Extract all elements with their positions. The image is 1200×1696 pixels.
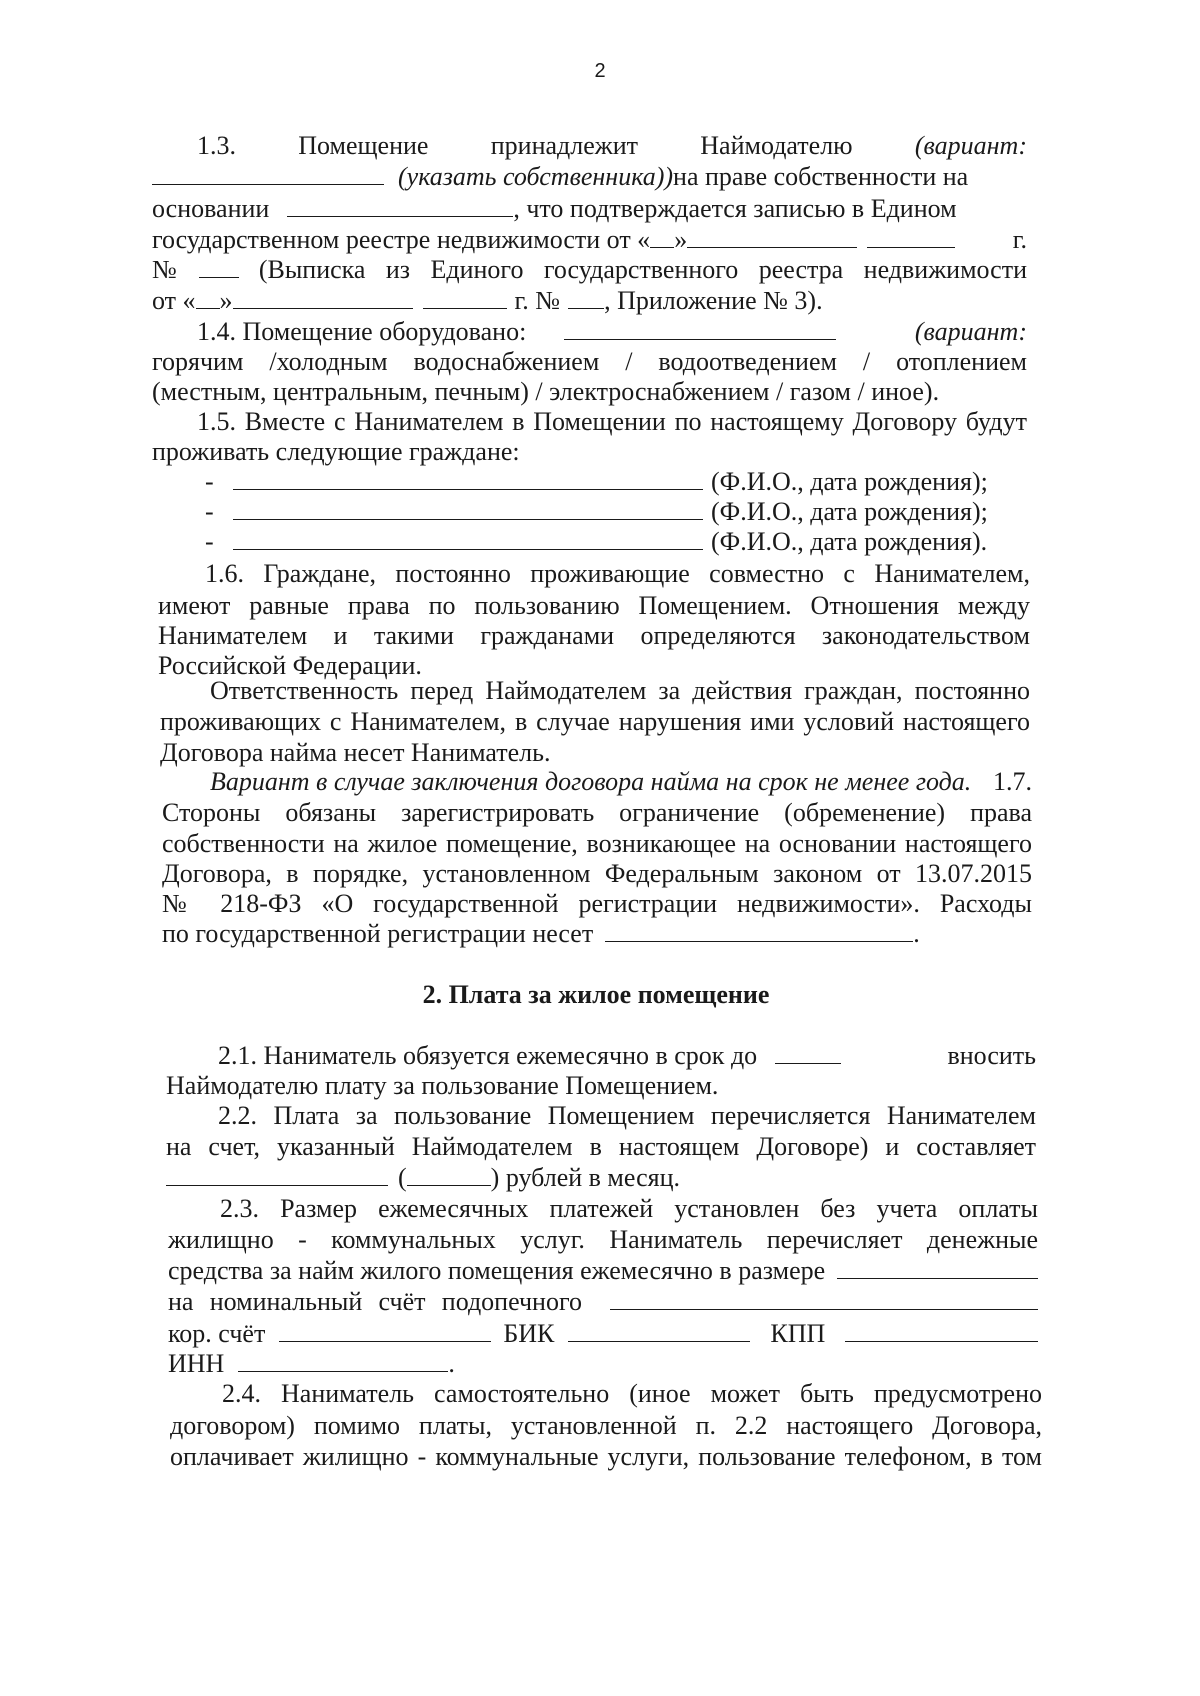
- number-blank: [568, 286, 604, 309]
- responsibility-line-2: проживающих с Нанимателем, в случае нарушения ими условий настоящего: [160, 707, 1030, 736]
- payer-blank: [605, 919, 913, 942]
- text: на праве собственности на: [673, 162, 969, 191]
- corr-account-blank: [279, 1319, 491, 1342]
- month-blank: [233, 286, 413, 309]
- clause-2-3-line-5: [168, 1318, 1038, 1350]
- text: №: [152, 255, 177, 284]
- text: »: [219, 286, 233, 315]
- text: средства за найм жилого помещения ежемесячно в размере: [168, 1256, 826, 1285]
- resident-blank: [233, 467, 703, 490]
- resident-line: [205, 496, 1005, 528]
- resident-line: [205, 526, 1005, 558]
- text: КПП: [770, 1319, 826, 1348]
- resident-hint: (Ф.И.О., дата рождения).: [711, 527, 988, 556]
- text: основании: [152, 194, 270, 223]
- day-blank: [196, 286, 220, 309]
- section-2-heading: 2. Плата за жилое помещение: [422, 980, 770, 1009]
- text: , что подтверждается записью в Едином: [513, 194, 957, 223]
- text: Помещение: [298, 131, 429, 160]
- clause-1-3-line-3: [152, 193, 1027, 225]
- clause-1-3-line-1: [197, 130, 1027, 162]
- resident-hint: (Ф.И.О., дата рождения);: [711, 497, 988, 526]
- clause-1-3-line-2: [152, 161, 1027, 193]
- text: (Выписка из Единого государственного реестра недвижимости: [258, 255, 1027, 284]
- clause-2-2-line-3: [166, 1162, 1036, 1194]
- text: на номинальный счёт подопечного: [168, 1287, 582, 1316]
- clause-1-5-line-1: 1.5. Вместе с Нанимателем в Помещении по настоящему Договору будут: [197, 407, 1027, 436]
- text: вносить: [947, 1041, 1036, 1070]
- text: по государственной регистрации несет: [162, 919, 594, 948]
- text: Наймодателю: [700, 131, 853, 160]
- text: , Приложение № 3).: [604, 286, 823, 315]
- clause-2-3-line-6: [168, 1348, 1038, 1380]
- owner-blank: [152, 162, 384, 185]
- clause-number: 1.7.: [986, 767, 1032, 796]
- number-blank: [199, 255, 239, 278]
- clause-2-3-line-4: [168, 1286, 1038, 1318]
- rent-amount-blank: [166, 1163, 388, 1186]
- clause-2-4-line-3: оплачивает жилищно - коммунальные услуги, пользование телефоном, в том: [170, 1442, 1042, 1471]
- text: принадлежит: [490, 131, 638, 160]
- clause-1-3-line-5: [152, 254, 1027, 286]
- year-blank: [423, 286, 507, 309]
- due-day-blank: [775, 1041, 841, 1064]
- clause-1-7-line-3: собственности на жилое помещение, возникающее на основании настоящего: [162, 829, 1032, 858]
- basis-blank: [287, 194, 513, 217]
- clause-1-6-line-1: 1.6. Граждане, постоянно проживающие совместно с Нанимателем,: [205, 559, 1030, 588]
- resident-hint: (Ф.И.О., дата рождения);: [711, 467, 988, 496]
- kpp-blank: [845, 1319, 1038, 1342]
- clause-1-3-line-4: [152, 224, 1027, 256]
- year-blank: [867, 225, 955, 248]
- clause-2-1-line-2: Наймодателю плату за пользование Помещением.: [166, 1071, 719, 1100]
- responsibility-line-3: Договора найма несет Наниматель.: [160, 738, 551, 767]
- clause-1-6-line-4: Российской Федерации.: [158, 651, 422, 680]
- clause-1-7-line-6: [162, 918, 1032, 950]
- text: г.: [1012, 225, 1027, 254]
- text: ) рублей в месяц.: [490, 1163, 680, 1192]
- payment-amount-blank: [837, 1256, 1038, 1279]
- clause-2-4-line-1: 2.4. Наниматель самостоятельно (иное может быть предусмотрено: [222, 1379, 1042, 1408]
- clause-1-7-line-4: Договора, в порядке, установленном Федеральным законом от 13.07.2015: [162, 859, 1032, 888]
- responsibility-line-1: Ответственность перед Наймодателем за действия граждан, постоянно: [210, 676, 1030, 705]
- text: .: [448, 1349, 455, 1378]
- clause-number: 1.3.: [197, 131, 236, 160]
- clause-2-3-line-2: жилищно - коммунальных услуг. Наниматель перечисляет денежные: [168, 1225, 1038, 1254]
- text: »: [674, 225, 688, 254]
- text: кор. счёт: [168, 1319, 266, 1348]
- clause-1-6-line-3: Нанимателем и такими гражданами определяются законодательством: [158, 621, 1030, 650]
- text: .: [913, 919, 920, 948]
- nominal-account-blank: [610, 1287, 1038, 1310]
- clause-1-4-line-2: горячим /холодным водоснабжением / водоотведением / отоплением: [152, 347, 1027, 376]
- list-dash: -: [205, 527, 214, 556]
- owner-hint: (указать собственника)): [398, 162, 674, 191]
- text: г. №: [514, 286, 561, 315]
- variant-note: (вариант:: [914, 131, 1027, 160]
- text: государственном реестре недвижимости от «: [152, 225, 651, 254]
- clause-1-7-line-1: [210, 766, 1032, 798]
- list-dash: -: [205, 497, 214, 526]
- variant-note: (вариант:: [914, 317, 1027, 346]
- text: БИК: [503, 1319, 555, 1348]
- clause-1-5-line-2: проживать следующие граждане:: [152, 437, 520, 466]
- page-number: 2: [594, 60, 606, 82]
- clause-1-3-line-6: [152, 285, 1027, 317]
- resident-blank: [233, 527, 703, 550]
- clause-2-3-line-3: [168, 1255, 1038, 1287]
- clause-1-4-line-1: [197, 316, 1027, 348]
- text: 1.4. Помещение оборудовано:: [197, 317, 527, 346]
- equipment-blank: [564, 317, 836, 340]
- text: ИНН: [168, 1349, 225, 1378]
- resident-blank: [233, 497, 703, 520]
- list-dash: -: [205, 467, 214, 496]
- text: от «: [152, 286, 196, 315]
- clause-1-7-line-5: № 218-ФЗ «О государственной регистрации недвижимости». Расходы: [162, 889, 1032, 918]
- resident-line: [205, 466, 1005, 498]
- clause-1-6-line-2: имеют равные права по пользованию Помещением. Отношения между: [158, 591, 1030, 620]
- clause-2-2-line-2: на счет, указанный Наймодателем в настоящем Договоре) и составляет: [166, 1132, 1036, 1161]
- clause-2-4-line-2: договором) помимо платы, установленной п. 2.2 настоящего Договора,: [170, 1411, 1042, 1440]
- clause-2-2-line-1: 2.2. Плата за пользование Помещением перечисляется Нанимателем: [218, 1101, 1036, 1130]
- text: (: [398, 1163, 407, 1192]
- clause-1-4-line-3: (местным, центральным, печным) / электроснабжением / газом / иное).: [152, 377, 940, 406]
- clause-2-1-line-1: [218, 1040, 1036, 1072]
- rent-words-blank: [407, 1163, 491, 1186]
- clause-1-7-line-2: Стороны обязаны зарегистрировать ограничение (обременение) права: [162, 798, 1032, 827]
- bik-blank: [568, 1319, 750, 1342]
- clause-2-3-line-1: 2.3. Размер ежемесячных платежей установлен без учета оплаты: [220, 1194, 1038, 1223]
- day-blank: [650, 225, 674, 248]
- inn-blank: [238, 1349, 448, 1372]
- variant-note: Вариант в случае заключения договора найма на срок не менее года.: [210, 767, 972, 796]
- month-blank: [687, 225, 857, 248]
- text: 2.1. Наниматель обязуется ежемесячно в срок до: [218, 1041, 758, 1070]
